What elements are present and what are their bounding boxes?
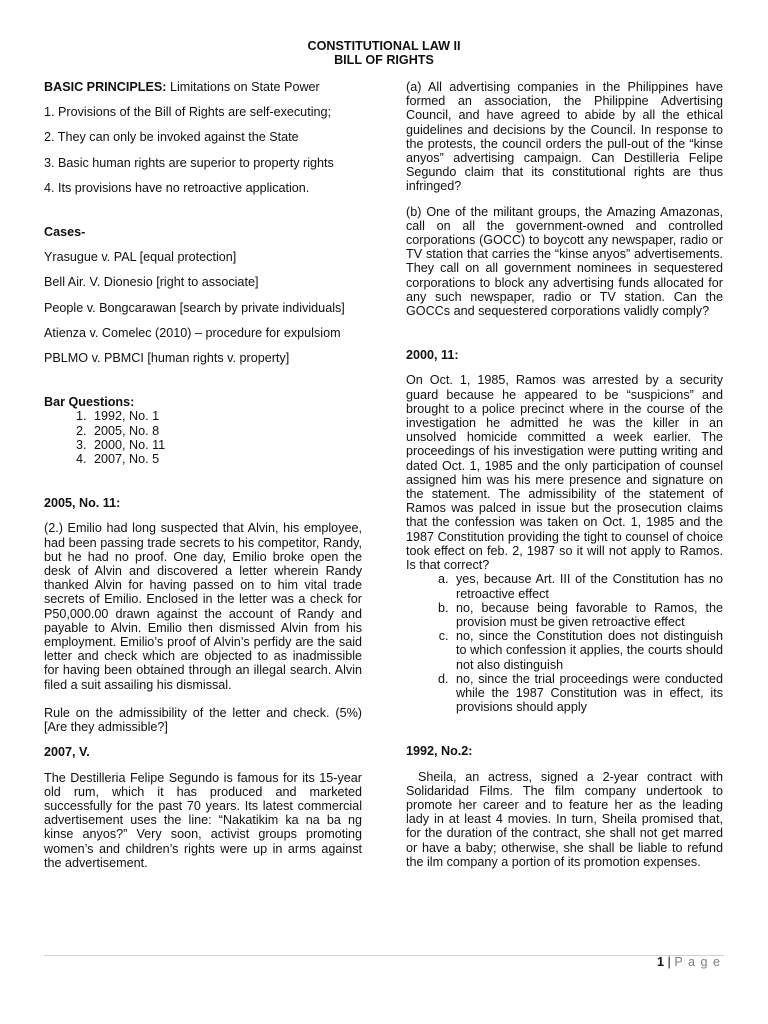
bar-question-item: 4. 2007, No. 5	[90, 452, 362, 466]
principle-item: 3. Basic human rights are superior to property rights	[44, 155, 334, 170]
left-column	[44, 80, 362, 870]
document-title: CONSTITUTIONAL LAW II	[307, 39, 461, 53]
bar-questions-heading: Bar Questions:	[44, 395, 135, 410]
footer-separator: |	[664, 955, 675, 969]
basic-principles-heading: BASIC PRINCIPLES: Limitations on State Power	[44, 80, 320, 94]
question-2007-part-a: (a) All advertising companies in the Philippines have formed an association, the Philippine Advertising Council, and have agreed to abide by all the ethical guidelines and decisions by the Council. In response to the protests, the council orders the pull-out of the “kinse anyos” advertising campaign. Can Destilleria Felipe Segundo claim that its constitutional rights are thus infringed?	[406, 80, 723, 194]
answer-choice: a. yes, because Art. III of the Constitution has no retroactive effect	[452, 572, 723, 600]
page-number: 1	[657, 955, 665, 969]
case-item: Yrasugue v. PAL [equal protection]	[44, 250, 237, 265]
principle-item: 2. They can only be invoked against the State	[44, 130, 299, 145]
cases-heading: Cases-	[44, 225, 86, 240]
question-2007-text: The Destilleria Felipe Segundo is famous for its 15-year old rum, which it has produced and marketed successfully for the past 70 years. Its latest commercial advertisement uses the line: “Nakatikim ka na ba ng kinse anyos?” Very soon, activist groups promoting women’s and children’s rights were up in arms against the advertisement.	[44, 770, 362, 870]
principle-item: 1. Provisions of the Bill of Rights are self-executing;	[44, 105, 331, 120]
right-column	[406, 80, 723, 869]
document-header	[0, 39, 768, 67]
bar-questions-list	[44, 409, 362, 466]
page-label: P a g e	[674, 955, 721, 969]
case-item: PBLMO v. PBMCI [human rights v. property]	[44, 351, 290, 366]
question-1992-text: Sheila, an actress, signed a 2-year contract with Solidaridad Films. The film company undertook to promote her career and to feature her as the leading lady in at least 4 movies. In turn, Sheila promised that, for the duration of the contract, she shall not get marred or have a baby; otherwise, she shall be liable to refund the ilm company a portion of its promotion expenses.	[406, 769, 723, 869]
question-2007-part-b: (b) One of the militant groups, the Amazing Amazonas, call on all the government-owned and controlled corporations (GOCC) to boycott any newspaper, radio or TV station that carries the “kinse anyos” advertisements. They call on all government nominees in sequestered corporations to block any advertising funds allocated for any such newspaper, radio or TV station. Can the GOCCs and sequestered corporations validly comply?	[406, 204, 723, 319]
answer-choices	[406, 572, 723, 714]
bar-question-item: 2. 2005, No. 8	[90, 424, 362, 438]
question-2005-rule: Rule on the admissibility of the letter and check. (5%) [Are they admissible?]	[44, 705, 362, 735]
document-subtitle: BILL OF RIGHTS	[334, 53, 434, 67]
question-1992-heading: 1992, No.2:	[406, 744, 473, 759]
case-item: Atienza v. Comelec (2010) – procedure for expulsiom	[44, 325, 341, 340]
question-2007-heading: 2007, V.	[44, 745, 90, 760]
question-2000-heading: 2000, 11:	[406, 348, 459, 363]
question-2005-text: (2.) Emilio had long suspected that Alvin, his employee, had been passing trade secrets to his competitor, Randy, but he had no proof. One day, Emilio broke open the desk of Alvin and discovered a letter wherein Randy thanked Alvin for having passed on to him vital trade secrets of Emilio. Enclosed in the letter was a check for P50,000.00 drawn against the account of Randy and payable to Alvin. Emilio then dismissed Alvin from his employment. Emilio’s proof of Alvin’s perfidy are the said letter and check which are objected to as inadmissible for having been obtained through an illegal search. Alvin filed a suit assailing his dismissal.	[44, 521, 362, 692]
case-item: Bell Air. V. Dionesio [right to associate]	[44, 275, 259, 290]
question-2005-heading: 2005, No. 11:	[44, 496, 121, 511]
case-item: People v. Bongcarawan [search by private individuals]	[44, 300, 345, 315]
page-footer	[657, 955, 721, 969]
principle-item: 4. Its provisions have no retroactive application.	[44, 180, 310, 195]
answer-choice: c. no, since the Constitution does not distinguish to which confession it applies, the courts should not also distinguish	[452, 629, 723, 672]
footer-divider	[44, 955, 724, 956]
answer-choice: d. no, since the trial proceedings were conducted while the 1987 Constitution was in effect, its provisions should apply	[452, 672, 723, 715]
question-2000-text: On Oct. 1, 1985, Ramos was arrested by a security guard because he appeared to be “suspicions” and brought to a police precinct where in the course of the investigation he admitted he was the killer in an unsolved homicide committed a week earlier. The proceedings of his investigation were putting writing and dated Oct. 1, 1985 and the only participation of counsel assigned him was his mere presence and signature on the statement. The admissibility of the statement of Ramos was palced in issue but the prosecution claims that the confession was taken on Oct. 1, 1985 and the 1987 Constitution providing the tight to counsel of choice took effect on feb. 2, 1987 so it will not apply to Ramos. Is that correct?	[406, 373, 723, 573]
bar-question-item: 3. 2000, No. 11	[90, 438, 362, 452]
bar-question-item: 1. 1992, No. 1	[90, 409, 362, 423]
answer-choice: b. no, because being favorable to Ramos, the provision must be given retroactive effect	[452, 601, 723, 629]
